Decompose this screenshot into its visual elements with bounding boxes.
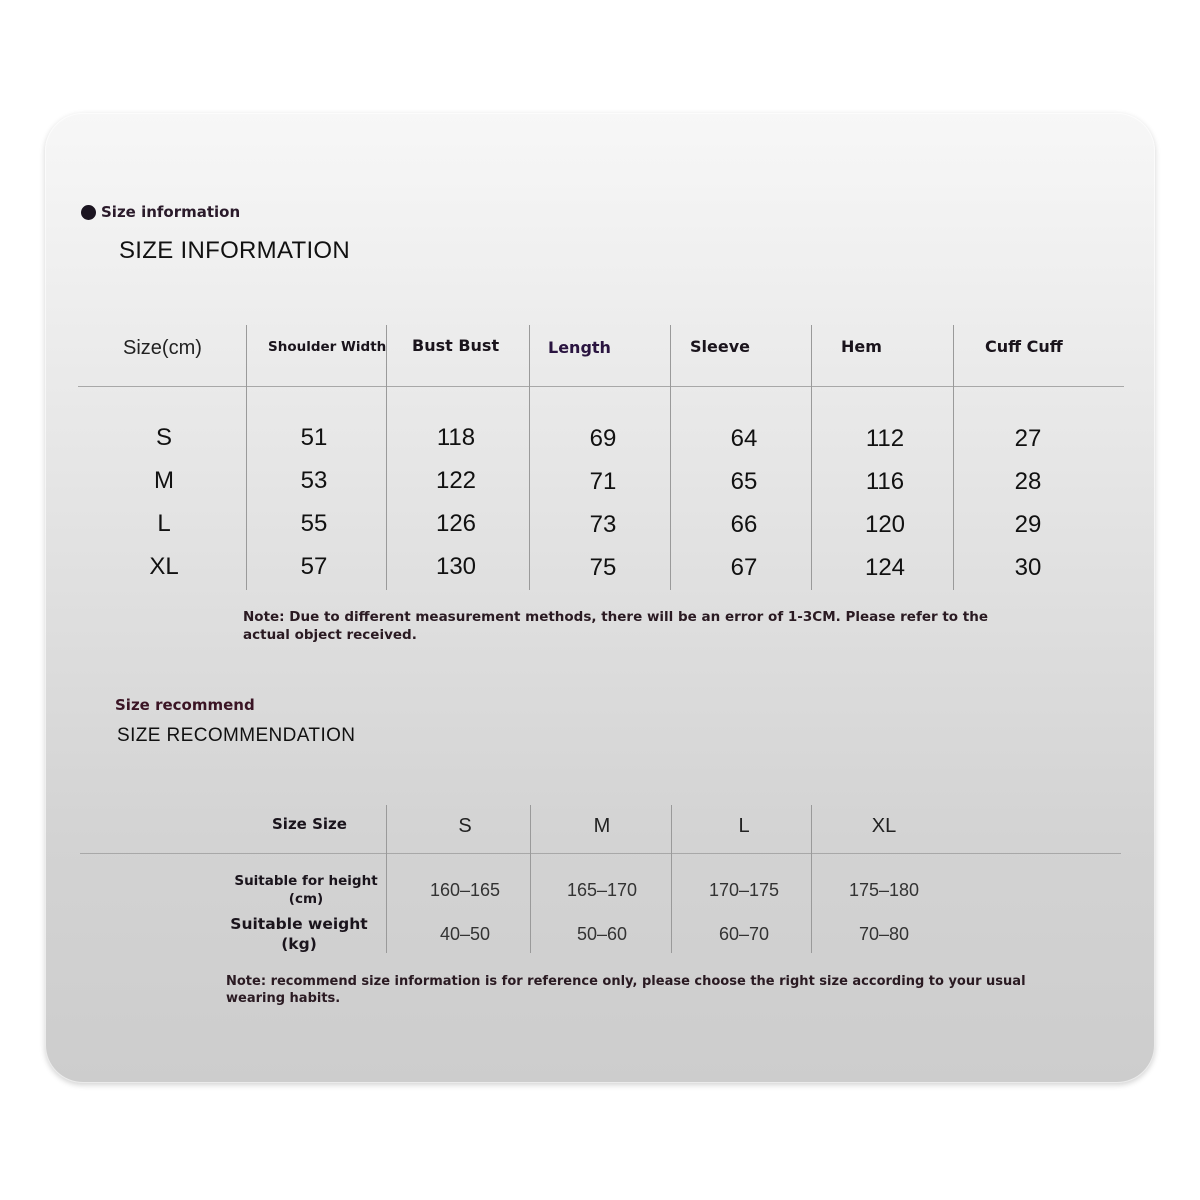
hem-cell: 120 [864,511,906,538]
height-label [226,872,386,908]
column-divider [386,805,387,953]
note-line: actual object received. [243,627,417,643]
shoulder-cell: 51 [300,424,328,451]
height-label-line: Suitable for height [234,873,378,889]
height-cell: 170–175 [708,880,780,900]
length-cell: 71 [589,468,617,495]
header-bust: Bust Bust [412,336,500,355]
weight-label [219,914,379,954]
header-sleeve: Sleeve [690,337,750,356]
size-recommend-label: Size recommend [115,696,255,714]
column-divider [529,325,530,590]
length-cell: 75 [589,554,617,581]
height-label-unit: (cm) [288,891,324,907]
rec-size-xl: XL [871,815,897,837]
weight-cell: 40–50 [439,924,491,944]
cuff-cell: 27 [1014,425,1042,452]
note-line: Note: Due to different measurement methods, there will be an error of 1-3CM. Please refer to the [243,609,988,625]
rec-size-s: S [458,815,472,837]
header-divider [80,853,1121,854]
size-cell: M [154,467,174,494]
cuff-cell: 28 [1014,468,1042,495]
header-size: Size(cm) [123,337,202,359]
length-cell: 73 [589,511,617,538]
bullet-dot-icon [81,205,96,220]
column-divider [671,805,672,953]
size-info-title: SIZE INFORMATION [119,237,351,264]
column-divider [811,325,812,590]
rec-size-m: M [593,815,611,837]
sleeve-cell: 66 [730,511,758,538]
bust-cell: 118 [436,424,476,451]
column-divider [530,805,531,953]
sleeve-cell: 65 [730,468,758,495]
header-cuff: Cuff Cuff [985,337,1063,356]
shoulder-cell: 53 [300,467,328,494]
hem-cell: 112 [865,425,905,452]
hem-cell: 124 [864,554,906,581]
sleeve-cell: 64 [730,425,758,452]
sleeve-cell: 67 [730,554,758,581]
weight-cell: 60–70 [718,924,770,944]
column-divider [953,325,954,590]
size-info-label: Size information [101,203,241,221]
column-divider [386,325,387,590]
shoulder-cell: 57 [300,553,328,580]
cuff-cell: 29 [1014,511,1042,538]
height-cell: 165–170 [566,880,638,900]
hem-cell: 116 [865,468,905,495]
header-divider [78,386,1124,387]
header-size-size: Size Size [272,815,347,833]
bust-cell: 126 [435,510,477,537]
height-cell: 175–180 [848,880,920,900]
weight-label-line: Suitable weight [230,915,368,933]
shoulder-cell: 55 [300,510,328,537]
measurement-note [243,608,988,644]
weight-label-unit: (kg) [281,935,317,953]
note-line: Note: recommend size information is for reference only, please choose the right size according to your usual [226,974,1026,989]
length-cell: 69 [589,425,617,452]
cuff-cell: 30 [1014,554,1042,581]
header-hem: Hem [841,337,882,356]
bust-cell: 122 [435,467,477,494]
note-line: wearing habits. [226,991,341,1006]
column-divider [246,325,247,590]
header-shoulder-width: Shoulder Width [268,339,387,355]
height-cell: 160–165 [429,880,501,900]
rec-size-l: L [738,815,750,837]
column-divider [811,805,812,953]
weight-cell: 70–80 [858,924,910,944]
recommend-note [226,973,1026,1007]
size-cell: S [155,424,172,451]
size-cell: L [157,510,171,537]
size-recommend-title: SIZE RECOMMENDATION [117,725,356,746]
bust-cell: 130 [435,553,477,580]
weight-cell: 50–60 [576,924,628,944]
column-divider [670,325,671,590]
size-cell: XL [149,553,179,580]
header-length: Length [548,338,611,357]
